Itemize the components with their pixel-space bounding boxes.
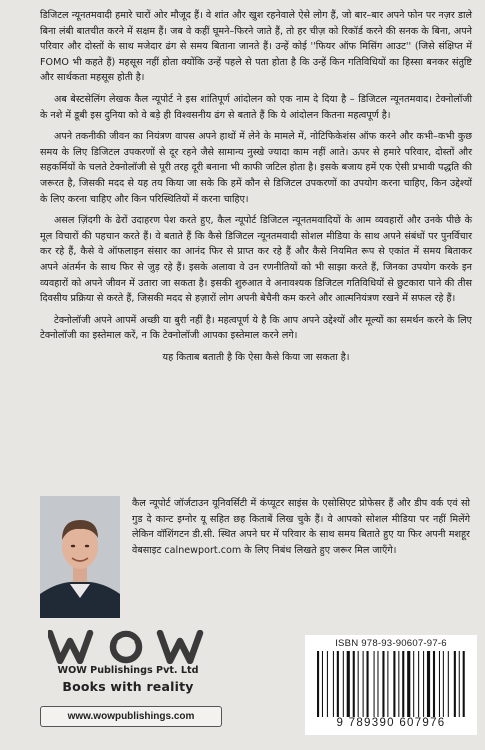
barcode-bar — [418, 651, 419, 717]
barcode-bar — [398, 651, 399, 717]
blurb-closing-line: यह किताब बताती है कि ऐसा कैसे किया जा सकता है। — [162, 351, 350, 363]
barcode-bar — [459, 651, 460, 717]
barcode-bar — [423, 651, 424, 717]
barcode-bar — [377, 651, 378, 717]
barcode-bar — [367, 651, 369, 717]
barcode-bar — [358, 651, 359, 717]
barcode-bar — [407, 651, 410, 717]
author-photo — [40, 496, 120, 618]
barcode-bar — [443, 651, 444, 717]
barcode-bar — [387, 651, 388, 717]
author-portrait-illustration — [40, 496, 120, 618]
barcode-bar — [333, 651, 334, 717]
wow-logo-icon — [48, 630, 204, 664]
blurb-paragraph-3: अपने तकनीकी जीवन का नियंत्रण वापस अपने हाथों में लेने के मामले में, नोटिफिकेशंस ऑफ करने और कभी–कभी कुछ समय के लिए डिजिटल उपकरणों से दूर रहने जैसे सामान्य नुस्खे ज्यादा काम नहीं आते। ऊपर से हमारे परिवार, दोस्तों और सहकर्मियों के चलते टेक्नोलॉजी से पूरी तरह दूरी बनाना भी काफी जटिल होता है। इसके बजाय हमें एक ऐसी प्रभावी पद्धति की जरूरत है, जिसकी मदद से यह तय किया जा सके कि हमें कौन से डिजिटल उपकरणों का उपयोग करना चाहिए, किन उद्देश्यों के लिए करना चाहिए और किन परिस्थितियों में करना चाहिए। — [40, 131, 472, 205]
blurb-paragraph-1: डिजिटल न्यूनतमवादी हमारे चारों ओर मौजूद हैं। वे शांत और खुश रहनेवाले ऐसे लोग हैं, जो बार–बार अपने फोन पर नज़र डाले बिना लंबी बातचीत करने में सक्षम हैं। जब वे कहीं घूमने–फिरने जाते हैं, तो हर चीज़ को रिकॉर्ड करने की सनक के बिना, अपने परिवार और दोस्तों के साथ मजेदार ढंग से समय बिताना जानते हैं। उन्हें कोई ''फियर ऑफ मिसिंग आउट'' (जिसे संक्षिप्त में FOMO भी कहते हैं) महसूस नहीं होता क्योंकि उन्हें पहले से पता होता है कि उन्हें किन गतिविधियों का हिस्सा बनकर संतुष्टि और सार्थकता महसूस होती है। — [40, 10, 472, 84]
barcode-bar — [463, 651, 465, 717]
barcode-bar — [393, 651, 395, 717]
blurb-paragraph-2: अब बेस्टसेलिंग लेखक कैल न्यूपोर्ट ने इस शांतिपूर्ण आंदोलन को एक नाम दे दिया है – डिजिटल न्यूनतमवाद। टेक्नोलॉजी के नशे में डूबी इस दुनिया को वे बड़े ही विश्वसनीय ढंग से बताते हैं कि ये आंदोलन कितना महत्वपूर्ण है। — [40, 93, 472, 121]
publisher-website-link[interactable]: www.wowpublishings.com — [40, 706, 222, 727]
barcode-bar — [317, 651, 319, 717]
barcode-bar — [448, 651, 449, 717]
blurb-text — [40, 8, 472, 371]
barcode-bar — [402, 651, 404, 717]
barcode-bar — [454, 651, 456, 717]
barcode-bar — [337, 651, 339, 717]
author-bio: कैल न्यूपोर्ट जॉर्जटाउन यूनिवर्सिटी में कंप्यूटर साइंस के एसोसिएट प्रोफेसर हैं और डीप वर्क एवं सो गुड दे कान्ट इग्नोर यू सहित छह किताबें लिख चुके हैं। वे आपको सोशल मीडिया पर नहीं मिलेंगे लेकिन वॉशिंगटन डी.सी. स्थित अपने घर में परिवार के साथ समय बिताते हुए या फिर अपनी मशहूर वेबसाइट calnewport.com के लिए निबंध लिखते हुए जरूर मिल जाएँगे। — [132, 498, 470, 556]
blurb-paragraph-5: टेक्नोलॉजी अपने आपमें अच्छी या बुरी नहीं है। महत्वपूर्ण ये है कि आप अपने उद्देश्यों और मूल्यों का समर्थन करने के लिए टेक्नोलॉजी का इस्तेमाल करें, न कि टेक्नोलॉजी आपका इस्तेमाल करने लगे। — [40, 314, 472, 342]
publisher-logo — [44, 630, 204, 696]
blurb-paragraph-4: असल ज़िंदगी के ढेरों उदाहरण पेश करते हुए, कैल न्यूपोर्ट डिजिटल न्यूनतमवादियों के आम व्यवहारों और उनके पीछे के मूल विचारों की पहचान करते हैं। वे बताते हैं कि कैसे डिजिटल न्यूनतमवादी सोशल मीडिया के साथ अपने संबंधों पर पुनर्विचार कर रहे हैं, कैसे वे ऑफलाइन संसार का आनंद फिर से प्राप्त कर रहे हैं और कैसे नियमित रूप से एकांत में समय बिताकर अपने अंतर्मन के साथ फिर से जुड़ रहे हैं। इसके अलावा वे उन रणनीतियों को भी साझा करते हैं, जिनका उपयोग करके इन व्यवहारों को अपने जीवन में उतारा जा सकता है। इसकी शुरुआत वे अनावश्यक डिजिटल गतिविधियों से छुटकारा पाने की तीस दिवसीय प्रक्रिया से करते हैं, जिसकी मदद से हज़ारों लोग अपनी बेचैनी कम करने और आत्मनियंत्रण रखने में सफल रहे हैं। — [40, 215, 472, 305]
barcode-bar — [427, 651, 430, 717]
publisher-name: WOW Publishings Pvt. Ltd — [57, 665, 199, 676]
barcode-bar — [374, 651, 375, 717]
barcode-bar — [439, 651, 440, 717]
barcode-bar — [327, 651, 328, 717]
barcode-bar — [363, 651, 364, 717]
barcode-bar — [382, 651, 384, 717]
barcode-bars-icon — [315, 651, 467, 717]
barcode-bar — [343, 651, 344, 717]
barcode-bar — [347, 651, 350, 717]
barcode-digits: 9 789390 607976 — [336, 717, 446, 729]
barcode-bar — [413, 651, 414, 717]
isbn-number: ISBN 978-93-90607-97-6 — [335, 638, 447, 649]
barcode-bar — [433, 651, 435, 717]
author-section — [40, 496, 472, 624]
barcode-bar — [322, 651, 323, 717]
isbn-barcode — [305, 635, 477, 735]
barcode-bar — [353, 651, 355, 717]
publisher-tagline: Books with reality — [62, 679, 194, 694]
